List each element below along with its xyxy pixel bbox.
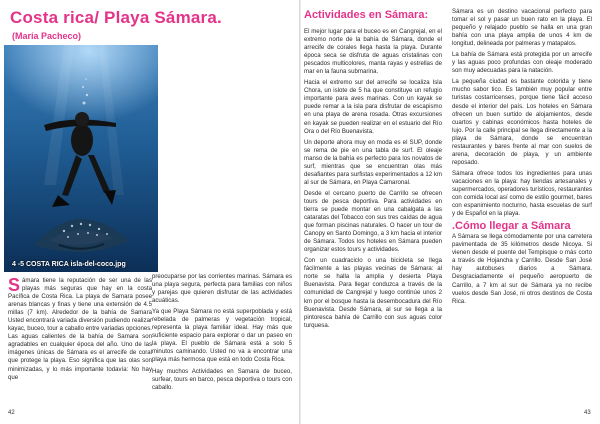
section-heading-activities: Actividades en Sámara:: [304, 9, 429, 21]
page-number-right: 43: [584, 410, 591, 416]
paragraph: Hacia el extremo sur del arrecife se localiza Isla Chora, un islote de 5 ha que constituye un refugio importante para aves marinas. Con un kayak se puede remar a la isla para disfrutar de escapismo en una playa de arena rosada. Otras excursiones en kayak se pueden realizar en el estuario del Río Ora o del Río Buenavista.: [304, 79, 442, 135]
paragraph: Sámara ofrece todos los ingredientes para unas vacaciones en la playa: hay tiendas artesanales y supermercados, operadores turísticos, restaurantes con comida local así como de estilo gourmet, bares con espanimiento nocturno, hasta escuelas de surf y de Español en la playa.: [452, 169, 592, 218]
photo-caption-location: 4 -5 COSTA RICA: [12, 261, 69, 268]
paragraph: Hay muchos Actividades en Samara de buceo, surfear, tours en barco, pesca deportiva o tours con caballo.: [152, 367, 292, 391]
paragraph: El mejor lugar para el buceo es en Cangrejal, en el extremo norte de la bahía de Sámara, donde el arrecife de corales llega hasta la playa. Durante época seca se disfruta de aguas cristalinas con pescados multicolores, manta rayas y estrellas de mar en la fauna submarina.: [304, 28, 442, 76]
paragraph: La pequeña ciudad es bastante colorida y tiene mucho sabor tico. Es también muy popular entre turistas costarricenses, porque tiene fácil acceso desde el interior del país. Los hoteles en Sámara ofrecen un buen surtido de alojamientos, desde cuartos y cabinas económicos hasta hoteles de lujo. Por la calle principal se llega directamente a la playa de Sámara, donde se encuentran restaurantes y bares frente al mar con suelos de arena, decoración de playa, y un ambiente reposado.: [452, 78, 592, 166]
paragraph: Con un cuadraciclo o una bicicleta se llega fácilmente a las playas vecinas de Sámara: al norte se halla la amplia y desierta Playa Buenavista. Para llegar conduzca a través de la comunidad de Cangrejal y luego continúe unos 2 km por el bosque hasta la desembocadura del Río Buenavista. Desde Sámara, al sur se llega a la pintoresca bahía de Carrillo con sus aguas color turquesa.: [304, 257, 442, 329]
paragraph: Desde el cercano puerto de Carrillo se ofrecen tours de pesca deportiva. Para actividades en tierra se puede montar en una cabalgata a las cataratas del Tobacco con sus tres caídas de agua que forman piscinas naturales. O hacer un tour de Canopy en Santo Domingo, a 3 km hacia el interior de Sámara. Todos los hoteles en Sámara pueden organizar estos tours y actividades.: [304, 189, 442, 254]
left-column-a: [8, 277, 152, 385]
drop-cap: S: [8, 275, 21, 295]
photo-caption: [12, 261, 126, 268]
article-author: (María Pacheco): [12, 31, 82, 41]
article-title: Costa rica/ Playa Sámara.: [10, 8, 222, 27]
left-column-b: [152, 273, 292, 395]
whale-shark-diver-photo: [4, 45, 158, 272]
paragraph: Un deporte ahora muy en moda es el SUP, donde se rema de pie en una tabla de surf. El oleaje manso de la bahía es perfecto para los novatos de surf, mientras que se encuentran olas más desafiantes para surfistas experimentados a 12 km al sur de Sámara, en Playa Camaronal.: [304, 138, 442, 186]
photo-caption-file: isla-del-coco.jpg: [70, 261, 126, 268]
paragraph: preocuparse por las corrientes marinas. Sámara es una playa segura, perfecta para familias con niños y parejas que quieren disfrutar de las actividades acuáticas.: [152, 273, 292, 305]
paragraph: A Sámara se llega cómodamente por una carretera pavimentada de 35 kilómetros desde Nicoya. Si vienen desde el puente del Tempisque o más corto a través de Hojancha y Carrillo. Desde San José hay autobuses diarios a Sámara. Desgraciadamente el pequeño aeropuerto de Carrillo, a 7 km al sur de Sámara ya no recibe vuelos desde San José, ni otros destinos de Costa Rica.: [452, 233, 592, 305]
paragraph: [8, 277, 152, 382]
section-heading-how-to-get-there: .Cómo llegar a Sámara: [452, 220, 571, 233]
page-gutter: [299, 0, 301, 424]
paragraph: Sámara es un destino vacacional perfecto para tomar el sol y pasar un buen rato en la playa. El pequeño y relajado pueblo se halla en una gran bahía con una playa amplia de unos 4 km de longitud, delineada por palmeras y matapalos.: [452, 8, 592, 48]
paragraph: La bahía de Sámara está protegida por un arrecife y las aguas poco profundas con oleaje moderado son muy adecuadas para la natación.: [452, 51, 592, 75]
underwater-illustration: [4, 45, 158, 272]
right-column-c: [304, 28, 442, 333]
paragraph: Ya que Playa Sámara no está superpoblada y está rebelada de palmeras y vegetación tropical, representa la playa familiar ideal. Hay más que suficiente espacio para explorar o dar un paseo en la playa. El pueblo de Sámara está a solo 5 minutos caminando. Usted no va a encontrar una playa más hermosa que está en todo Costa Rica.: [152, 308, 292, 364]
page-number-left: 42: [8, 410, 15, 416]
paragraph-text: ámara tiene la reputación de ser una de las playas más seguras que hay en la costa Pacífica de Costa Rica. La playa de Samara posee arenas blancas y finas y tiene una extensión de 4.5 millas (7 km). Alrededor de la bahía de Samara Usted encontrará variada diversión pudiendo realizar kayac, buceo, tour a caballo entre variadas opciones. Las aguas calientes de la bahía de Samara son agradables en cualquier época del año. Uno de las imágenes únicas de Sámara es el arrecife de coral que protege la playa. Eso significa que las olas son minimizadas, y lo más importante todavía: No hay que: [8, 277, 152, 381]
right-column-d: [452, 8, 592, 309]
